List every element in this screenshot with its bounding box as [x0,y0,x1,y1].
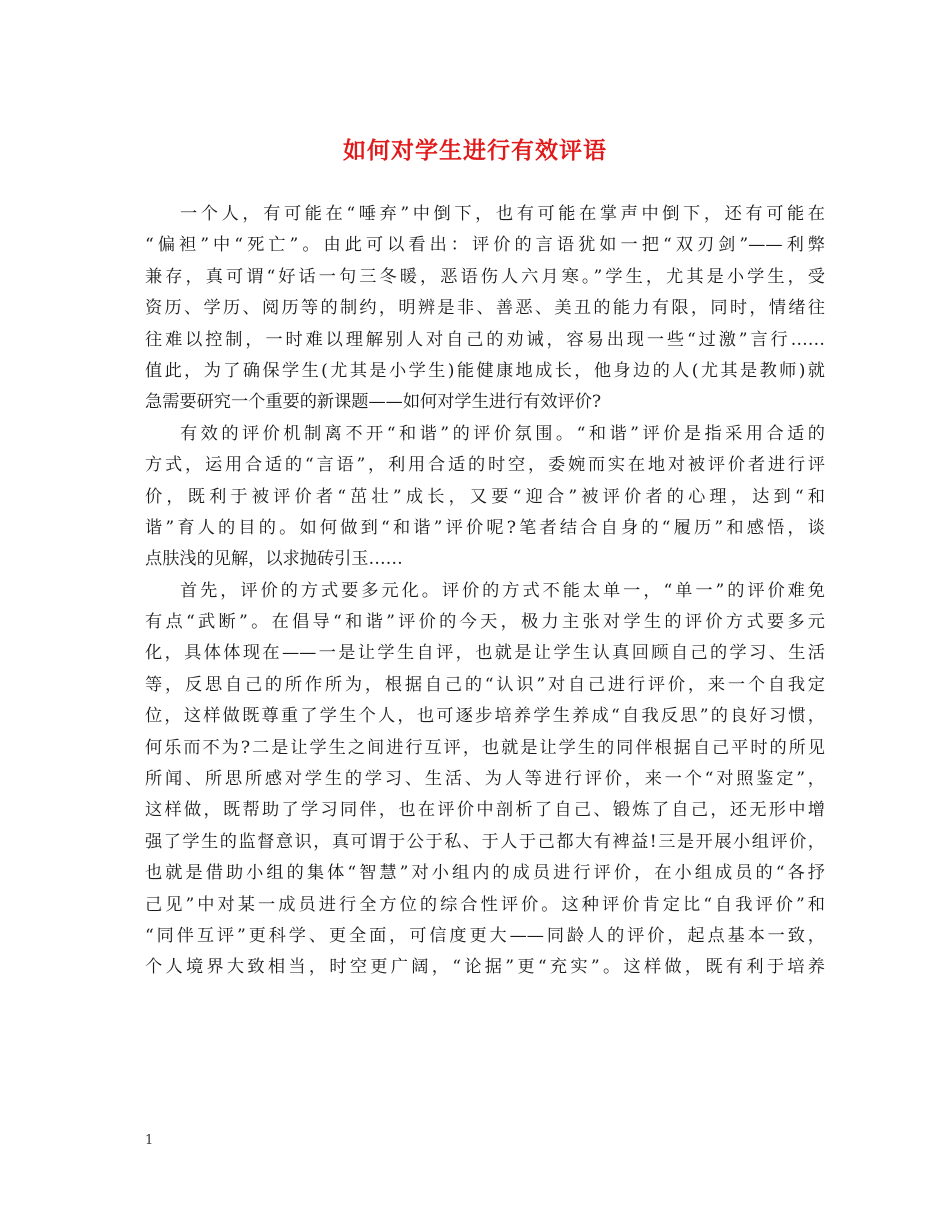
text-line: 有点“武断”。在倡导“和谐”评价的今天，极力主张对学生的评价方式要多元 [145,612,825,633]
text-line: 个人境界大致相当，时空更广阔，“论据”更“充实”。这样做，既有利于培养 [145,957,825,978]
text-line: 首先，评价的方式要多元化。评价的方式不能太单一，“单一”的评价难免 [180,580,825,601]
body-text [145,199,825,984]
text-line: 己见”中对某一成员进行全方位的综合性评价。这种评价肯定比“自我评价”和 [145,894,825,915]
text-line: 方式，运用合适的“言语”，利用合适的时空，委婉而实在地对被评价者进行评 [145,455,825,476]
text-line: 也就是借助小组的集体“智慧”对小组内的成员进行评价，在小组成员的“各抒 [145,863,825,884]
text-line: 往难以控制，一时难以理解别人对自己的劝诫，容易出现一些“过激”言行…… [145,329,825,350]
text-line: 一个人，有可能在“唾弃”中倒下，也有可能在掌声中倒下，还有可能在 [180,204,825,224]
text-line: 何乐而不为?二是让学生之间进行互评，也就是让学生的同伴根据自己平时的所见 [145,737,825,758]
text-line: 急需要研究一个重要的新课题——如何对学生进行有效评价? [145,392,602,413]
text-line: 谐”育人的目的。如何做到“和谐”评价呢?笔者结合自身的“履历”和感悟，谈 [145,517,825,538]
text-line: 有效的评价机制离不开“和谐”的评价氛围。“和谐”评价是指采用合适的 [180,423,825,444]
text-line: 价，既利于被评价者“茁壮”成长，又要“迎合”被评价者的心理，达到“和 [145,486,825,507]
text-line: “同伴互评”更科学、更全面，可信度更大——同龄人的评价，起点基本一致， [145,925,825,946]
page-number: 1 [145,1133,154,1148]
text-line: “偏袒”中“死亡”。由此可以看出：评价的言语犹如一把“双刃剑”——利弊 [145,235,825,256]
text-line: 值此，为了确保学生(尤其是小学生)能健康地成长，他身边的人(尤其是教师)就 [145,360,825,381]
text-line: 化，具体体现在——一是让学生自评，也就是让学生认真回顾自己的学习、生活 [145,643,825,664]
text-line: 等，反思自己的所作所为，根据自己的“认识”对自己进行评价，来一个自我定 [145,674,825,695]
text-line: 资历、学历、阅历等的制约，明辨是非、善恶、美丑的能力有限，同时，情绪往 [145,298,825,319]
text-line: 点肤浅的见解，以求抛砖引玉…… [145,549,403,570]
text-line: 兼存，真可谓“好话一句三冬暖，恶语伤人六月寒。”学生，尤其是小学生，受 [145,266,825,287]
text-line: 这样做，既帮助了学习同伴，也在评价中剖析了自己、锻炼了自己，还无形中增 [145,800,825,821]
page-title: 如何对学生进行有效评语 [343,137,607,164]
text-line: 强了学生的监督意识，真可谓于公于私、于人于己都大有裨益!三是开展小组评价， [145,831,825,852]
text-line: 所闻、所思所感对学生的学习、生活、为人等进行评价，来一个“对照鉴定”， [145,769,825,790]
text-line: 位，这样做既尊重了学生个人，也可逐步培养学生养成“自我反思”的良好习惯， [145,706,825,727]
